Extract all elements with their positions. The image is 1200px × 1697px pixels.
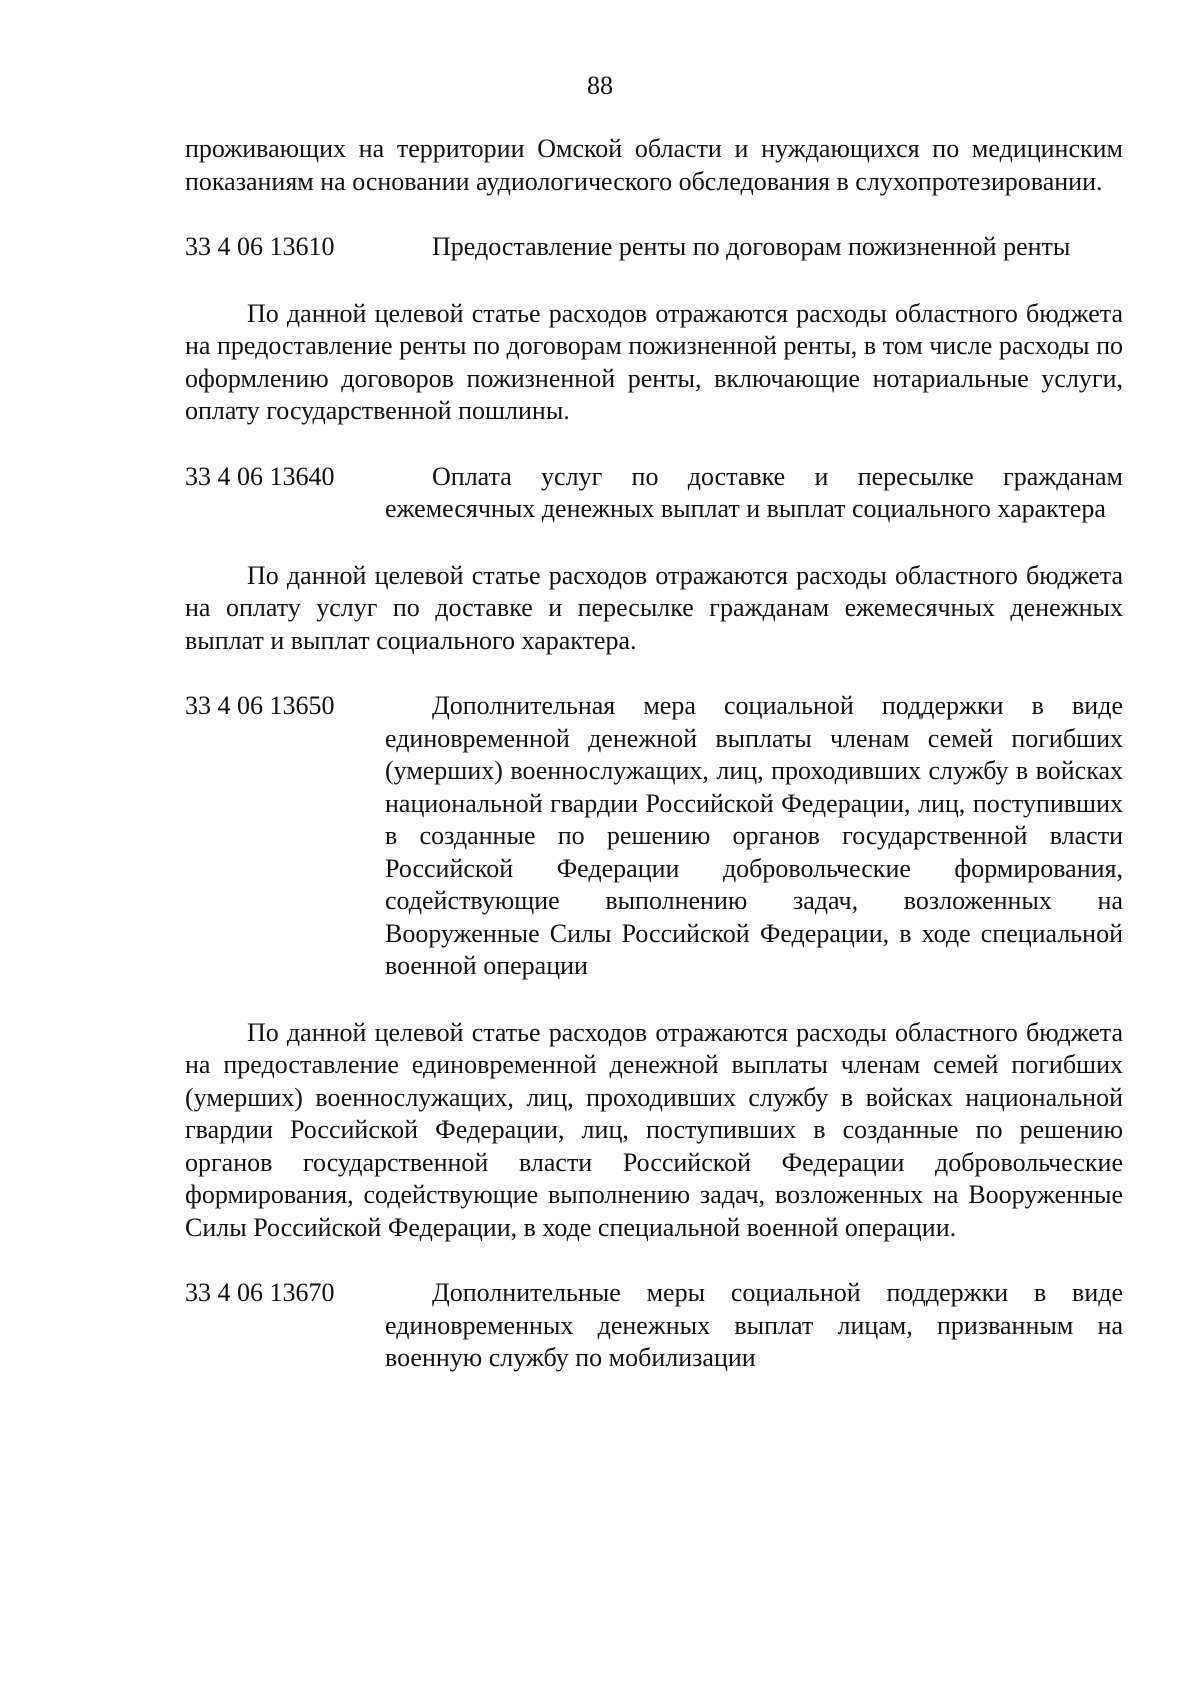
budget-entry-13650 [185, 690, 1123, 983]
entry-title: Дополнительные меры социальной поддержки в виде единовременных денежных выплат лицам, призванным на военную службу по мобилизации [385, 1278, 1123, 1372]
entry-title: Дополнительная мера социальной поддержки в виде единовременной денежной выплаты членам семей погибших (умерших) военнослужащих, лиц, проходивших службу в войсках национальной гвардии Российской Федерации, лиц, поступивших в созданные по решению органов государственной власти Российской Федерации добровольческие формирования, содействующие выполнению задач, возложенных на Вооруженные Силы Российской Федерации, в ходе специальной военной операции [385, 691, 1123, 980]
paragraph-description: По данной целевой статье расходов отражаются расходы областного бюджета на предоставление ренты по договорам пожизненной ренты, в том числе расходы по оформлению договоров пожизненной ренты, включающие нотариальные услуги, оплату государственной пошлины. [185, 298, 1123, 425]
document-body [185, 133, 1123, 1375]
entry-title: Оплата услуг по доставке и пересылке гражданам ежемесячных денежных выплат и выплат социального характера [385, 461, 1123, 523]
entry-code: 33 4 06 13610 [185, 232, 335, 261]
page-number: 88 [587, 71, 613, 100]
entry-code: 33 4 06 13650 [185, 691, 335, 720]
budget-entry-13640 [185, 461, 1123, 526]
paragraph-description: По данной целевой статье расходов отражаются расходы областного бюджета на предоставление единовременной денежной выплаты членам семей погибших (умерших) военнослужащих, лиц, проходивших службу в войсках национальной гвардии Российской Федерации, лиц, поступивших в созданные по решению органов государственной власти Российской Федерации добровольческие формирования, содействующие выполнению задач, возложенных на Вооруженные Силы Российской Федерации, в ходе специальной военной операции. [185, 1017, 1123, 1242]
budget-entry-13670 [185, 1277, 1123, 1375]
paragraph-description: По данной целевой статье расходов отражаются расходы областного бюджета на оплату услуг по доставке и пересылке гражданам ежемесячных денежных выплат и выплат социального характера. [185, 560, 1123, 655]
entry-code: 33 4 06 13670 [185, 1278, 335, 1307]
budget-entry-13610 [185, 231, 1123, 264]
paragraph-continuation: проживающих на территории Омской области и нуждающихся по медицинским показаниям на основании аудиологического обследования в слухопротезировании. [185, 134, 1123, 196]
entry-code: 33 4 06 13640 [185, 461, 335, 491]
entry-title: Предоставление ренты по договорам пожизненной ренты [432, 232, 1071, 261]
